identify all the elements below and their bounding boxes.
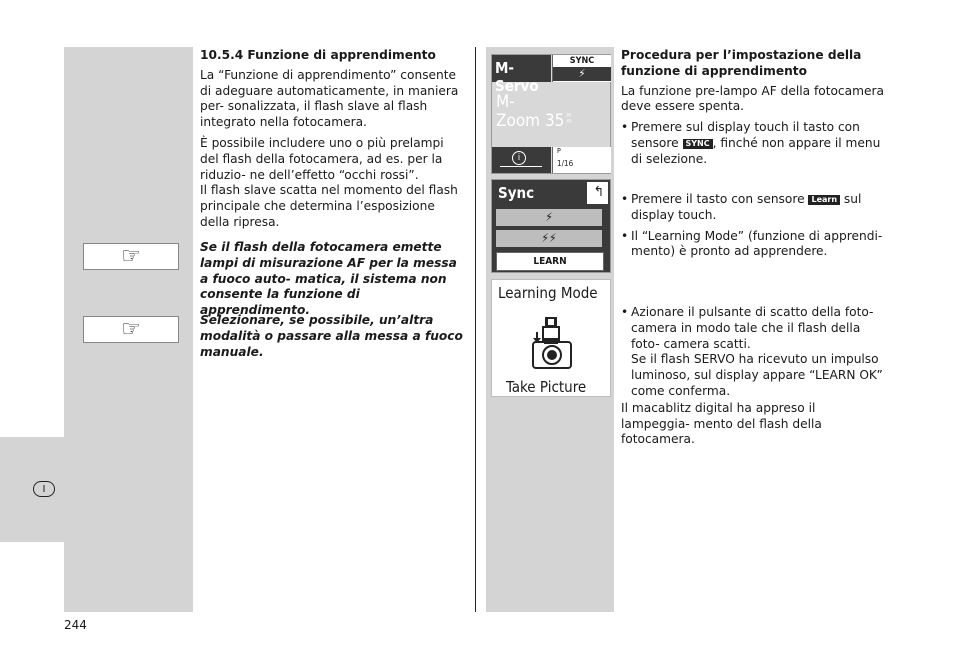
step-item: • Premere il tasto con sensore Learn sul display touch. — [621, 192, 862, 222]
flash-icon: ⚡ — [545, 210, 553, 224]
step-text: Il “Learning Mode” (funzione di apprendi- mento) è pronto ad apprendere. — [631, 228, 883, 259]
page-number: 244 — [64, 618, 87, 632]
sync-title: Sync — [498, 184, 535, 202]
learn-button[interactable] — [496, 252, 604, 271]
note-text: Selezionare, se possibile, un’altra modalità o passare alla messa a fuoco manuale. — [200, 313, 463, 359]
left-text-column — [200, 48, 463, 231]
multi-flash-icon: ⚡⚡ — [541, 231, 557, 245]
paragraph: La funzione pre-lampo AF della fotocamera deve essere spenta. — [621, 83, 884, 114]
language-tab — [33, 481, 55, 497]
mode-button[interactable] — [492, 55, 551, 95]
zoom-readout — [496, 93, 572, 131]
mode-label: M-Servo — [495, 59, 539, 95]
procedure-heading: Procedura per l’impostazione della funzione di apprendimento — [621, 48, 862, 78]
step-text: sul display touch. — [631, 192, 862, 222]
sync-title-bar — [494, 182, 608, 204]
right-text-column — [621, 48, 885, 168]
step-text: , finché non appare il menu di selezione. — [631, 135, 881, 166]
take-picture-label: Take Picture — [506, 378, 587, 396]
sync-button[interactable] — [552, 55, 611, 82]
note-block — [200, 240, 463, 319]
sync-key-chip: SYNC — [683, 139, 713, 149]
page-indicator-label: P — [557, 147, 561, 155]
info-icon: i — [512, 151, 526, 165]
zoom-line2: Zoom 35 — [496, 111, 565, 131]
paragraph: La “Funzione di apprendimento” consente di adeguare automaticamente, in maniera per- sonalizzata, il flash slave al flash integrato nella fotocamera. — [200, 67, 459, 130]
pointing-hand-icon: ☞ — [83, 243, 179, 270]
pointing-hand-icon: ☞ — [83, 316, 179, 343]
sync-label: SYNC — [553, 55, 611, 67]
note-text: Se il flash della fotocamera emette lampi di misurazione AF per la messa a fuoco auto- matica, il sistema non consente la funzione di apprendimento. — [200, 240, 457, 318]
learning-title: Learning Mode — [498, 284, 598, 302]
right-text-column — [621, 192, 885, 260]
page-indicator-counter: 1/16 — [557, 159, 574, 168]
step-item: • Premere sul display touch il tasto con sensore SYNC , finché non appare il menu di selezione. — [621, 120, 881, 166]
step-text: Premere il tasto con sensore — [631, 192, 805, 206]
unit-bottom: m — [566, 118, 572, 125]
display-learning-screen — [491, 279, 611, 397]
display-sync-screen — [491, 179, 611, 273]
flash-icon: ⚡ — [553, 67, 611, 81]
paragraph: Il macablitz digital ha appreso il lampeggia- mento del flash della fotocamera. — [621, 400, 822, 447]
camera-flash-icon — [527, 314, 577, 370]
column-divider — [475, 47, 476, 612]
learn-key-chip: Learn — [808, 195, 840, 205]
paragraph: È possibile includere uno o più prelampi del flash della fotocamera, ad es. per la riduzio- ne dell’effetto “occhi rossi”. — [200, 135, 444, 182]
sync-option-multi[interactable] — [496, 230, 602, 247]
info-button[interactable] — [492, 147, 551, 173]
step-item: • Il “Learning Mode” (funzione di apprendi- mento) è pronto ad apprendere. — [621, 229, 885, 261]
back-icon[interactable]: ↰ — [593, 184, 604, 200]
unit-top: m — [566, 112, 572, 119]
step-item: • Azionare il pulsante di scatto della foto- camera in modo tale che il flash della foto- camera scatti. Se il flash SERVO ha ricevuto un impulso luminoso, sul display appare “LEARN OK” come conferma. — [621, 305, 885, 400]
right-text-column — [621, 305, 885, 448]
step-text: Se il flash SERVO ha ricevuto un impulso luminoso, sul display appare “LEARN OK” come conferma. — [631, 352, 883, 398]
step-text: Azionare il pulsante di scatto della foto- camera in modo tale che il flash della foto- camera scatti. — [631, 305, 874, 351]
paragraph: Il flash slave scatta nel momento del flash principale che determina l’esposizione della ripresa. — [200, 183, 458, 229]
language-tab-label: I — [42, 483, 46, 495]
page-indicator[interactable] — [552, 147, 611, 173]
section-heading: 10.5.4 Funzione di apprendimento — [200, 48, 436, 62]
learn-button-label: LEARN — [533, 256, 567, 267]
note-block — [200, 313, 463, 360]
zoom-line1: M- — [496, 92, 515, 112]
display-servo-screen — [491, 54, 611, 174]
sync-option-single[interactable] — [496, 209, 602, 226]
step-text: Premere sul display touch il tasto con sensore — [631, 120, 860, 150]
